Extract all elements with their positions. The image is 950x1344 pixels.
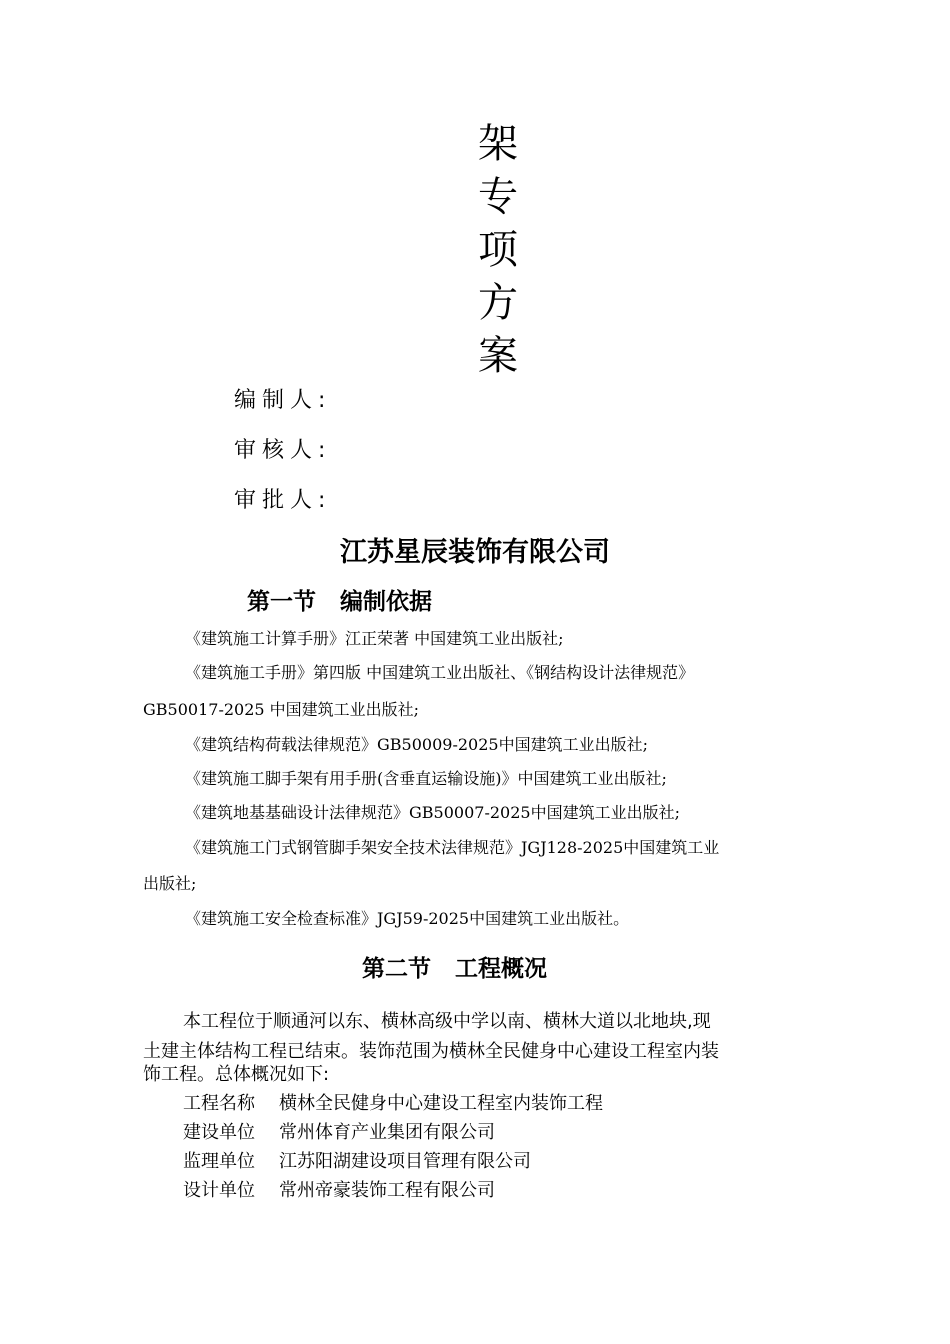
section-number: 第一节: [247, 589, 316, 615]
overview-paragraph-line: 土建主体结构工程已结束。装饰范围为横林全民健身中心建设工程室内装: [143, 1041, 719, 1062]
reference-line: 《建筑施工手册》第四版 中国建筑工业出版社、《钢结构设计法律规范》: [185, 663, 695, 682]
reference-line: 《建筑施工脚手架有用手册(含垂直运输设施)》中国建筑工业出版社;: [185, 769, 667, 788]
reference-line: 《建筑结构荷载法律规范》GB50009-2025中国建筑工业出版社;: [185, 735, 648, 754]
info-row-supervisor: [183, 1147, 531, 1173]
reference-line: 《建筑施工门式钢管脚手架安全技术法律规范》JGJ128-2025中国建筑工业: [185, 838, 720, 857]
overview-paragraph-line: 饰工程。总体概况如下:: [143, 1064, 330, 1085]
info-row-client: [183, 1118, 495, 1144]
company-name: 江苏星辰装饰有限公司: [340, 537, 610, 568]
signature-compiler: 编制人:: [234, 388, 332, 413]
info-value: 常州体育产业集团有限公司: [279, 1122, 495, 1143]
info-label: 监理单位: [183, 1151, 255, 1172]
cover-title-char: 架: [478, 121, 518, 167]
info-value: 江苏阳湖建设项目管理有限公司: [279, 1151, 531, 1172]
reference-line: 《建筑施工计算手册》江正荣著 中国建筑工业出版社;: [185, 629, 564, 648]
signature-approver: 审批人:: [234, 488, 332, 513]
info-row-designer: [183, 1176, 495, 1202]
cover-title-char: 案: [478, 333, 518, 379]
section-title: 编制依据: [340, 589, 432, 615]
reference-line: 出版社;: [143, 874, 197, 893]
info-label: 工程名称: [183, 1093, 255, 1114]
cover-title: [470, 118, 526, 383]
info-label: 设计单位: [183, 1180, 255, 1201]
info-label: 建设单位: [183, 1122, 255, 1143]
signature-reviewer: 审核人:: [234, 438, 332, 463]
cover-title-char: 方: [478, 280, 518, 326]
reference-line: 《建筑地基基础设计法律规范》GB50007-2025中国建筑工业出版社;: [185, 803, 680, 822]
overview-paragraph-line: 本工程位于顺通河以东、横林高级中学以南、横林大道以北地块,现: [183, 1011, 711, 1032]
reference-line: 《建筑施工安全检查标准》JGJ59-2025中国建筑工业出版社。: [185, 909, 630, 928]
reference-line: GB50017-2025 中国建筑工业出版社;: [143, 700, 420, 719]
info-value: 常州帝豪装饰工程有限公司: [279, 1180, 495, 1201]
section-number: 第二节: [362, 956, 431, 982]
info-row-project-name: [183, 1089, 603, 1115]
section-title: 工程概况: [455, 956, 547, 982]
section-1-heading: [247, 583, 432, 616]
section-2-heading: [362, 950, 547, 983]
cover-title-char: 项: [478, 227, 518, 273]
cover-title-char: 专: [478, 174, 518, 220]
info-value: 横林全民健身中心建设工程室内装饰工程: [279, 1093, 603, 1114]
